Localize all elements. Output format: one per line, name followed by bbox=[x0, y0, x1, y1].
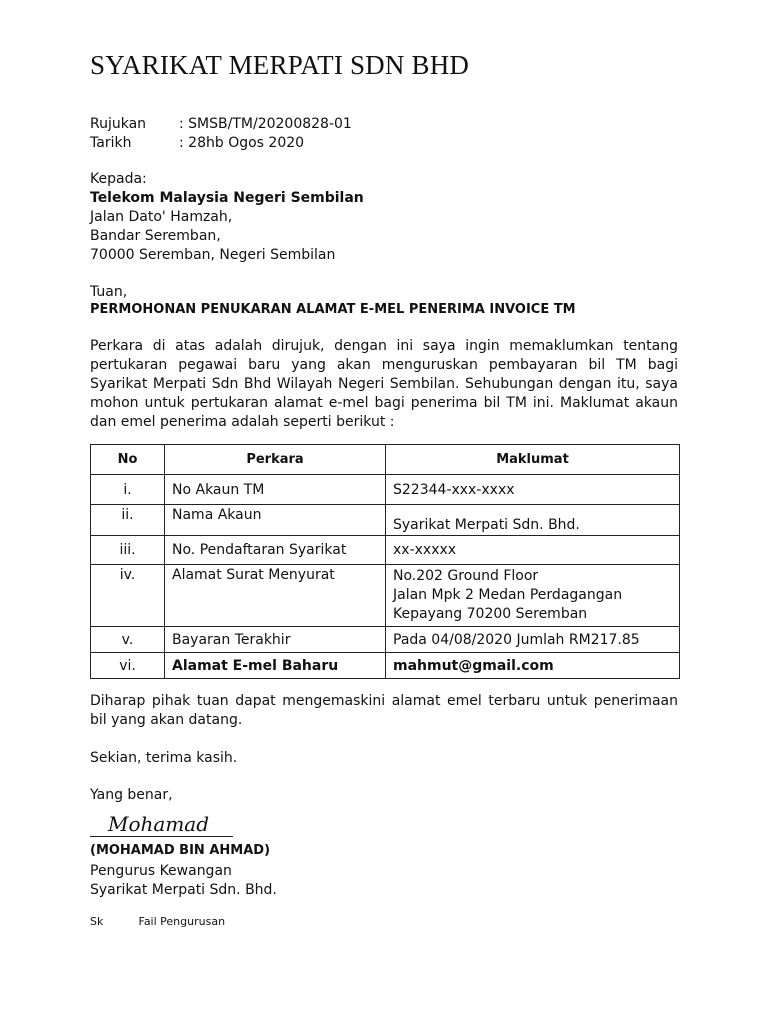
row-no: i. bbox=[91, 475, 165, 505]
letter-meta bbox=[90, 115, 352, 153]
address-info-line: Kepayang 70200 Seremban bbox=[393, 606, 588, 622]
signatory-name: (MOHAMAD BIN AHMAD) bbox=[90, 843, 271, 858]
row-no: iv. bbox=[91, 565, 165, 627]
table-row bbox=[91, 536, 680, 565]
header-no: No bbox=[91, 445, 165, 475]
row-no: ii. bbox=[91, 505, 165, 536]
salutation: Tuan, bbox=[90, 284, 128, 300]
row-info-email: mahmut@gmail.com bbox=[386, 653, 680, 679]
table-row bbox=[91, 627, 680, 653]
to-label: Kepada: bbox=[90, 171, 147, 187]
closing-line: Sekian, terima kasih. bbox=[90, 750, 238, 766]
date-value: : 28hb Ogos 2020 bbox=[179, 135, 305, 151]
row-info: S22344-xxx-xxxx bbox=[386, 475, 680, 505]
date-row bbox=[90, 134, 352, 153]
signature-text: Mohamad bbox=[108, 812, 210, 836]
row-item: Alamat Surat Menyurat bbox=[165, 565, 386, 627]
yours-truly: Yang benar, bbox=[90, 787, 173, 803]
row-info bbox=[386, 565, 680, 627]
row-info: xx-xxxxx bbox=[386, 536, 680, 565]
cc-label: Sk bbox=[90, 915, 104, 928]
header-perkara: Perkara bbox=[165, 445, 386, 475]
row-item: Bayaran Terakhir bbox=[165, 627, 386, 653]
company-letterhead: SYARIKAT MERPATI SDN BHD bbox=[90, 50, 470, 80]
address-line: Jalan Dato' Hamzah, bbox=[90, 209, 233, 225]
table-row bbox=[91, 475, 680, 505]
table-row bbox=[91, 505, 680, 536]
address-line: Bandar Seremban, bbox=[90, 228, 221, 244]
row-no: iii. bbox=[91, 536, 165, 565]
row-item: No. Pendaftaran Syarikat bbox=[165, 536, 386, 565]
address-info-line: Jalan Mpk 2 Medan Perdagangan bbox=[393, 587, 623, 603]
table-row bbox=[91, 565, 680, 627]
row-item: Nama Akaun bbox=[165, 505, 386, 536]
row-no: vi. bbox=[91, 653, 165, 679]
signatory-company: Syarikat Merpati Sdn. Bhd. bbox=[90, 882, 277, 898]
reference-row bbox=[90, 115, 352, 134]
row-info: Pada 04/08/2020 Jumlah RM217.85 bbox=[386, 627, 680, 653]
body-paragraph-2: Diharap pihak tuan dapat mengemaskini alamat emel terbaru untuk penerimaan bil yang akan datang. bbox=[90, 693, 678, 728]
cc-value: Fail Pengurusan bbox=[138, 915, 226, 928]
row-info: Syarikat Merpati Sdn. Bhd. bbox=[386, 505, 680, 536]
row-item: Alamat E-mel Baharu bbox=[165, 653, 386, 679]
reference-label: Rujukan bbox=[90, 116, 147, 132]
recipient-name: Telekom Malaysia Negeri Sembilan bbox=[90, 190, 364, 206]
signatory-title: Pengurus Kewangan bbox=[90, 863, 232, 879]
signature-line bbox=[90, 836, 233, 837]
account-info-table bbox=[90, 444, 680, 679]
table-header-row bbox=[91, 445, 680, 475]
signatory-details bbox=[90, 862, 277, 900]
reference-value: : SMSB/TM/20200828-01 bbox=[179, 116, 352, 132]
signature-image bbox=[106, 810, 221, 838]
address-info-line: No.202 Ground Floor bbox=[393, 568, 539, 584]
body-paragraph-1: Perkara di atas adalah dirujuk, dengan ini saya ingin memaklumkan tentang pertukaran pegawai baru yang akan menguruskan pembayaran bil TM bagi Syarikat Merpati Sdn Bhd Wilayah Negeri Sembilan. Sehubungan dengan itu, saya mohon untuk pertukaran alamat e-mel bagi penerima bil TM ini. Maklumat akaun dan emel penerima adalah seperti berikut : bbox=[90, 338, 678, 430]
letter-subject: PERMOHONAN PENUKARAN ALAMAT E-MEL PENERIMA INVOICE TM bbox=[90, 302, 576, 317]
table-row bbox=[91, 653, 680, 679]
header-maklumat: Maklumat bbox=[386, 445, 680, 475]
cc-line bbox=[90, 915, 225, 928]
date-label: Tarikh bbox=[90, 135, 132, 151]
row-no: v. bbox=[91, 627, 165, 653]
address-line: 70000 Seremban, Negeri Sembilan bbox=[90, 247, 336, 263]
recipient-block bbox=[90, 170, 364, 265]
row-item: No Akaun TM bbox=[165, 475, 386, 505]
